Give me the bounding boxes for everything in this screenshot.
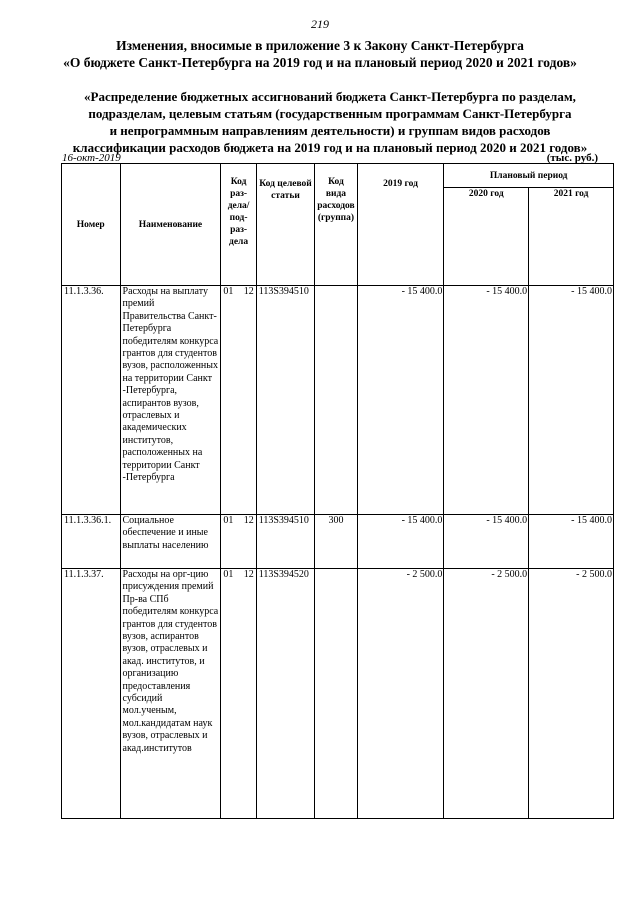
row-target-code: 113S394520 (256, 569, 315, 819)
row-name: Расходы на выплату премий Правительства Санкт-Петербурга победителям конкурса грантов для студентов вузов, расположенных на территории Санкт -Петербурга, аспирантов вузов, отраслевых и академических институтов, расположенных на территории Санкт -Петербурга (120, 286, 221, 515)
table-row (62, 569, 614, 819)
row-2020: - 15 400.0 (444, 515, 529, 569)
row-number: 11.1.3.36.1. (62, 515, 121, 569)
header-target-code: Код целевой статьи (256, 164, 315, 286)
currency-unit: (тыс. руб.) (546, 152, 598, 164)
subtitle-line-1: «Распределение бюджетных ассигнований бюджета Санкт-Петербурга по разделам, (84, 89, 576, 104)
header-kind-code: Код вида расходов (группа) (315, 164, 357, 286)
header-name: Наименование (120, 164, 221, 286)
row-2020: - 2 500.0 (444, 569, 529, 819)
row-target-code: 113S394510 (256, 515, 315, 569)
row-number: 11.1.3.36. (62, 286, 121, 515)
subsection-code: 12 (243, 286, 254, 297)
row-name: Социальное обеспечение и иные выплаты населению (120, 515, 221, 569)
row-2019: - 15 400.0 (357, 286, 444, 515)
header-2019: 2019 год (357, 164, 444, 286)
section-code: 01 (223, 569, 234, 580)
row-section-code (221, 515, 256, 569)
page-number: 219 (311, 17, 329, 31)
row-2021: - 15 400.0 (529, 286, 614, 515)
row-2019: - 15 400.0 (357, 515, 444, 569)
subsection-code: 12 (243, 569, 254, 580)
document-subtitle (60, 88, 600, 156)
document-date: 16-окт-2019 (62, 152, 121, 164)
title-line-2: «О бюджете Санкт-Петербурга на 2019 год и на плановый период 2020 и 2021 годов» (63, 55, 577, 70)
title-line-1: Изменения, вносимые в приложение 3 к Закону Санкт-Петербурга (116, 38, 524, 53)
section-code: 01 (223, 286, 234, 297)
row-2019: - 2 500.0 (357, 569, 444, 819)
header-section-code: Код раз-дела/ под-раз-дела (221, 164, 256, 286)
row-2020: - 15 400.0 (444, 286, 529, 515)
table-row (62, 286, 614, 515)
budget-table (61, 163, 614, 819)
table-row (62, 515, 614, 569)
header-2021: 2021 год (529, 188, 614, 286)
row-name: Расходы на орг-цию присуждения премий Пр-ва СПб победителям конкурса грантов для студентов вузов, аспирантов вузов, отраслевых и акад. институтов, и организацию предоставления субсидий мол.ученым, мол.кандидатам наук вузов, отраслевых и акад.институтов (120, 569, 221, 819)
section-code: 01 (223, 515, 234, 526)
row-kind-code (315, 286, 357, 515)
row-kind-code (315, 569, 357, 819)
row-2021: - 2 500.0 (529, 569, 614, 819)
row-section-code (221, 569, 256, 819)
row-kind-code: 300 (315, 515, 357, 569)
header-number: Номер (62, 164, 121, 286)
row-number: 11.1.3.37. (62, 569, 121, 819)
subtitle-line-3: и непрограммным направлениям деятельности) и группам видов расходов (109, 123, 551, 138)
document-title (0, 37, 640, 71)
row-target-code: 113S394510 (256, 286, 315, 515)
subtitle-line-2: подразделам, целевым статьям (государственным программам Санкт-Петербурга (88, 106, 572, 121)
subsection-code: 12 (243, 515, 254, 526)
subtitle-line-4: классификации расходов бюджета на 2019 год и на плановый период 2020 и 2021 годов» (72, 140, 588, 155)
row-section-code (221, 286, 256, 515)
header-planned-period: Плановый период (444, 164, 614, 188)
row-2021: - 15 400.0 (529, 515, 614, 569)
header-2020: 2020 год (444, 188, 529, 286)
